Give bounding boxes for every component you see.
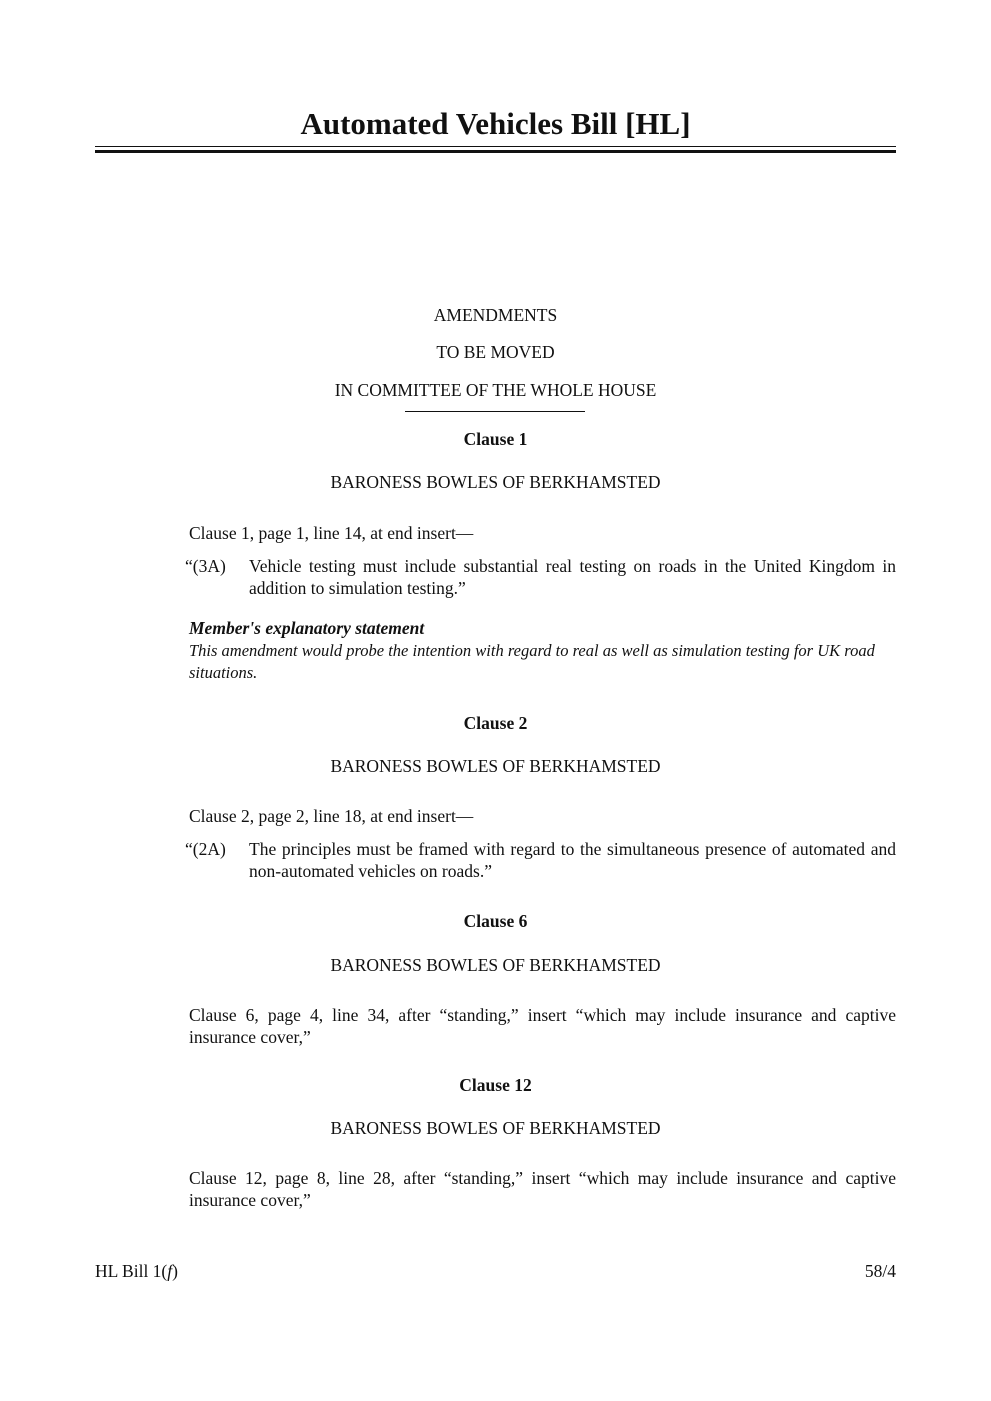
heading-to-be-moved: TO BE MOVED	[436, 342, 555, 362]
heading-rule	[405, 411, 585, 412]
clause-heading: Clause 6	[463, 911, 528, 931]
inserted-text	[185, 556, 896, 599]
amendment-instruction: Clause 6, page 4, line 34, after “standing,” insert “which may include insurance and captive insurance cover,”	[189, 1005, 896, 1047]
bill-number-close: )	[172, 1261, 178, 1281]
amendment-instruction: Clause 12, page 8, line 28, after “standing,” insert “which may include insurance and captive insurance cover,”	[189, 1168, 896, 1210]
member-name: BARONESS BOWLES OF BERKHAMSTED	[330, 756, 661, 776]
clause-heading: Clause 12	[459, 1075, 532, 1095]
title-rule	[95, 146, 896, 147]
clause-heading: Clause 1	[463, 429, 528, 449]
explanatory-statement: This amendment would probe the intention with regard to real as well as simulation testing for UK road situations.	[189, 641, 875, 682]
member-name: BARONESS BOWLES OF BERKHAMSTED	[330, 955, 661, 975]
member-name: BARONESS BOWLES OF BERKHAMSTED	[330, 1118, 661, 1138]
inserted-text	[185, 839, 896, 882]
heading-committee: IN COMMITTEE OF THE WHOLE HOUSE	[334, 380, 657, 400]
insert-number: “(3A)	[185, 556, 226, 576]
amendment-instruction: Clause 2, page 2, line 18, at end insert—	[189, 806, 474, 826]
explanatory-statement-heading: Member's explanatory statement	[189, 618, 425, 638]
bill-reference: 58/4	[864, 1261, 896, 1281]
bill-number	[95, 1261, 178, 1282]
document-title: Automated Vehicles Bill [HL]	[300, 106, 691, 141]
insert-body: The principles must be framed with regard to the simultaneous presence of automated and non-automated vehicles on roads.”	[249, 839, 896, 881]
amendment-instruction: Clause 1, page 1, line 14, at end insert—	[189, 523, 474, 543]
heading-amendments: AMENDMENTS	[433, 305, 558, 325]
clause-heading: Clause 2	[463, 713, 528, 733]
member-name: BARONESS BOWLES OF BERKHAMSTED	[330, 472, 661, 492]
title-rule-thick	[95, 150, 896, 153]
insert-number: “(2A)	[185, 839, 226, 859]
bill-number-prefix: HL Bill 1(	[95, 1261, 168, 1281]
bill-number-suffix: f	[167, 1261, 173, 1281]
insert-body: Vehicle testing must include substantial real testing on roads in the United Kingdom in addition to simulation testing.”	[249, 556, 896, 598]
